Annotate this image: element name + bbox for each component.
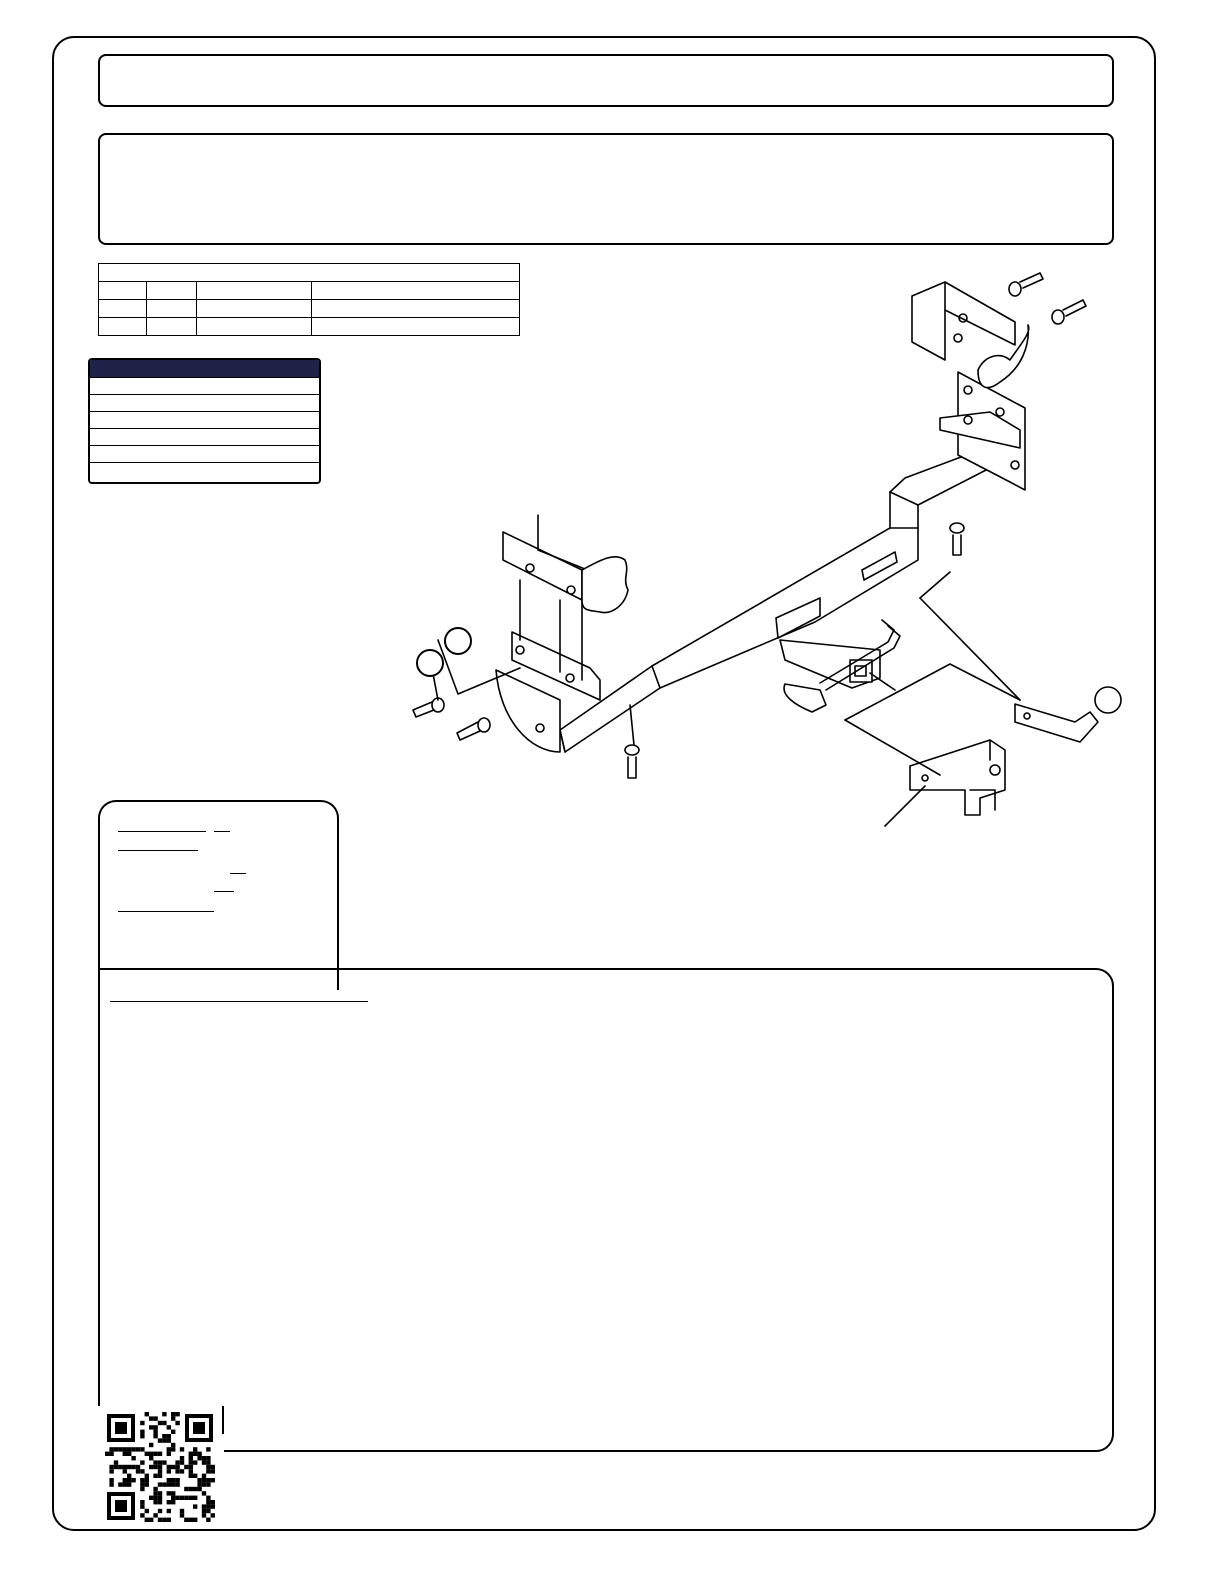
qr-module (202, 1482, 206, 1486)
qr-module (114, 1447, 118, 1451)
qr-module (211, 1500, 215, 1504)
qr-module (140, 1434, 144, 1438)
list-item (90, 394, 319, 411)
qr-module (167, 1500, 171, 1504)
qr-module (211, 1469, 215, 1473)
qr-module (184, 1496, 188, 1500)
qr-module (140, 1430, 144, 1434)
qr-module (127, 1478, 131, 1482)
table-cell (197, 318, 312, 336)
ball-mount (910, 740, 1005, 815)
qr-module (197, 1478, 201, 1482)
qr-module (118, 1482, 122, 1486)
qr-module (189, 1469, 193, 1473)
qr-module (158, 1491, 162, 1495)
qr-module (140, 1469, 144, 1473)
qr-module (145, 1478, 149, 1482)
qr-module (184, 1518, 188, 1522)
qr-module (189, 1460, 193, 1464)
qr-module (175, 1465, 179, 1469)
qr-module (211, 1478, 215, 1482)
qr-module (167, 1509, 171, 1513)
qr-module (140, 1513, 144, 1517)
qr-module (140, 1447, 144, 1451)
qr-module (197, 1482, 201, 1486)
qr-module (175, 1421, 179, 1425)
qr-module (158, 1509, 162, 1513)
qr-module (206, 1465, 210, 1469)
qr-module (162, 1421, 166, 1425)
qr-module (123, 1465, 127, 1469)
qr-module (153, 1434, 157, 1438)
qr-module (171, 1443, 175, 1447)
qr-module (114, 1460, 118, 1464)
qr-module (136, 1465, 140, 1469)
qr-module (153, 1460, 157, 1464)
qr-module (206, 1460, 210, 1464)
qr-module (162, 1518, 166, 1522)
qr-module (140, 1478, 144, 1482)
qr-module (127, 1482, 131, 1486)
qr-module (140, 1504, 144, 1508)
qr-module (149, 1452, 153, 1456)
qr-module (206, 1482, 210, 1486)
qr-module (189, 1496, 193, 1500)
torque-spec-box (98, 800, 339, 990)
qr-module (197, 1487, 201, 1491)
qr-module (158, 1460, 162, 1464)
qr-module (131, 1478, 135, 1482)
qr-module (211, 1465, 215, 1469)
qr-module (158, 1465, 162, 1469)
qr-module (171, 1412, 175, 1416)
qr-module (149, 1518, 153, 1522)
qr-module (136, 1447, 140, 1451)
qr-module (123, 1452, 127, 1456)
qr-module (118, 1465, 122, 1469)
qr-module (193, 1460, 197, 1464)
qr-module (171, 1416, 175, 1420)
qr-module (149, 1465, 153, 1469)
qr-module (180, 1460, 184, 1464)
qr-module (202, 1509, 206, 1513)
qr-module (149, 1496, 153, 1500)
qr-module (149, 1425, 153, 1429)
qr-module (131, 1456, 135, 1460)
qr-module (153, 1496, 157, 1500)
qr-module (193, 1452, 197, 1456)
qr-module (153, 1487, 157, 1491)
qr-module (158, 1438, 162, 1442)
qr-module (158, 1474, 162, 1478)
qr-module (171, 1478, 175, 1482)
qr-module (175, 1412, 179, 1416)
qr-module (171, 1500, 175, 1504)
qr-module (206, 1469, 210, 1473)
qr-module (162, 1460, 166, 1464)
qr-module (153, 1425, 157, 1429)
qr-module (140, 1460, 144, 1464)
table-cell (197, 282, 312, 300)
qr-module (158, 1421, 162, 1425)
qr-module (189, 1456, 193, 1460)
ball-hitch (1015, 687, 1121, 742)
right-frame-rail (912, 282, 1029, 388)
qr-module (167, 1478, 171, 1482)
qr-module (145, 1518, 149, 1522)
qr-module (171, 1482, 175, 1486)
qr-module (131, 1465, 135, 1469)
qr-code-icon (105, 1412, 215, 1522)
qr-module (153, 1465, 157, 1469)
qr-module (167, 1465, 171, 1469)
qr-module (180, 1513, 184, 1517)
table-cell (197, 300, 312, 318)
qr-module (158, 1452, 162, 1456)
qr-module (206, 1447, 210, 1451)
qr-module (206, 1504, 210, 1508)
qr-module (127, 1465, 131, 1469)
qr-module (109, 1447, 113, 1451)
table-cell (147, 300, 197, 318)
torque-line-rule (214, 891, 234, 892)
list-item (90, 445, 319, 462)
qr-module (140, 1500, 144, 1504)
instructions-heading-rule (110, 1001, 368, 1002)
qr-module (167, 1469, 171, 1473)
qr-module (127, 1452, 131, 1456)
qr-module (193, 1496, 197, 1500)
qr-module (180, 1469, 184, 1473)
torque-line-rule (118, 850, 198, 851)
table-cell (99, 300, 147, 318)
qr-module (145, 1412, 149, 1416)
qr-module (184, 1465, 188, 1469)
qr-notch-edge (222, 1406, 224, 1434)
qr-module (211, 1513, 215, 1517)
qr-module (175, 1478, 179, 1482)
qr-module (171, 1447, 175, 1451)
qr-module (211, 1504, 215, 1508)
qr-module (158, 1500, 162, 1504)
qr-module (167, 1452, 171, 1456)
qr-module (206, 1518, 210, 1522)
qr-module (153, 1452, 157, 1456)
title-box (98, 54, 1114, 107)
qr-module (153, 1500, 157, 1504)
qr-module (158, 1469, 162, 1473)
qr-module (180, 1447, 184, 1451)
qr-module (162, 1438, 166, 1442)
main-crossbar (560, 448, 1020, 752)
qr-module (109, 1465, 113, 1469)
qr-module (162, 1412, 166, 1416)
qr-module (180, 1456, 184, 1460)
qr-module (180, 1509, 184, 1513)
qr-module (127, 1447, 131, 1451)
qr-module (175, 1460, 179, 1464)
qr-module (202, 1478, 206, 1482)
qr-module (193, 1504, 197, 1508)
qr-module (202, 1456, 206, 1460)
qr-module (167, 1438, 171, 1442)
qr-module (153, 1474, 157, 1478)
qr-module (153, 1416, 157, 1420)
qr-module (189, 1465, 193, 1469)
qr-module (206, 1500, 210, 1504)
table-cell (147, 318, 197, 336)
qr-module (171, 1491, 175, 1495)
hitch-assembly-drawing (400, 268, 1140, 828)
qr-module (202, 1474, 206, 1478)
qr-module (131, 1447, 135, 1451)
qr-module (193, 1447, 197, 1451)
qr-module (162, 1482, 166, 1486)
qr-module (109, 1469, 113, 1473)
qr-module (149, 1443, 153, 1447)
qr-module (153, 1491, 157, 1495)
qr-module (202, 1513, 206, 1517)
qr-module (184, 1487, 188, 1491)
qr-module (145, 1452, 149, 1456)
qr-module (171, 1430, 175, 1434)
qr-module (167, 1434, 171, 1438)
qr-module (206, 1478, 210, 1482)
qr-module (123, 1482, 127, 1486)
intro-box (98, 133, 1114, 245)
qr-module (202, 1460, 206, 1464)
qr-module (171, 1465, 175, 1469)
qr-module (197, 1456, 201, 1460)
qr-module (140, 1487, 144, 1491)
qr-module (175, 1482, 179, 1486)
qr-module (105, 1452, 109, 1456)
torque-line-rule (214, 831, 230, 832)
qr-module (123, 1469, 127, 1473)
qr-module (180, 1496, 184, 1500)
callout-circle (444, 627, 472, 655)
qr-module (167, 1518, 171, 1522)
qr-module (175, 1469, 179, 1473)
torque-line-rule (118, 831, 206, 832)
qr-module (153, 1430, 157, 1434)
qr-module (189, 1452, 193, 1456)
torque-line-rule (118, 911, 214, 912)
qr-module (189, 1487, 193, 1491)
qr-module (193, 1487, 197, 1491)
qr-module (167, 1491, 171, 1495)
qr-module (109, 1478, 113, 1482)
qr-module (206, 1496, 210, 1500)
table-cell (99, 318, 147, 336)
qr-module (153, 1513, 157, 1517)
qr-module (114, 1465, 118, 1469)
qr-module (206, 1456, 210, 1460)
qr-module (118, 1447, 122, 1451)
kit-contents-panel (88, 358, 321, 484)
list-item (90, 377, 319, 394)
kit-panel-header (90, 360, 319, 377)
qr-module (158, 1518, 162, 1522)
qr-module (145, 1509, 149, 1513)
qr-module (149, 1416, 153, 1420)
qr-module (140, 1482, 144, 1486)
qr-module (123, 1447, 127, 1451)
qr-module (127, 1474, 131, 1478)
qr-module (149, 1456, 153, 1460)
qr-module (193, 1518, 197, 1522)
qr-module (109, 1482, 113, 1486)
qr-module (136, 1469, 140, 1473)
intro-text (100, 135, 1112, 151)
qr-module (162, 1434, 166, 1438)
list-item (90, 411, 319, 428)
qr-module (158, 1496, 162, 1500)
qr-module (145, 1474, 149, 1478)
list-item (90, 462, 319, 479)
qr-module (158, 1482, 162, 1486)
qr-module (123, 1478, 127, 1482)
qr-module (206, 1509, 210, 1513)
qr-module (167, 1425, 171, 1429)
qr-module (167, 1482, 171, 1486)
torque-line-rule (230, 873, 246, 874)
instructions-box (98, 968, 1114, 1452)
table-cell (99, 282, 147, 300)
list-item (90, 428, 319, 445)
qr-module (202, 1504, 206, 1508)
qr-module (140, 1421, 144, 1425)
qr-module (175, 1496, 179, 1500)
table-cell (147, 282, 197, 300)
qr-module (171, 1496, 175, 1500)
qr-module (109, 1452, 113, 1456)
callout-circle (416, 649, 444, 677)
qr-module (193, 1474, 197, 1478)
qr-module (145, 1482, 149, 1486)
qr-module (189, 1518, 193, 1522)
qr-module (189, 1474, 193, 1478)
qr-module (202, 1491, 206, 1495)
qr-module (167, 1447, 171, 1451)
qr-module (197, 1452, 201, 1456)
